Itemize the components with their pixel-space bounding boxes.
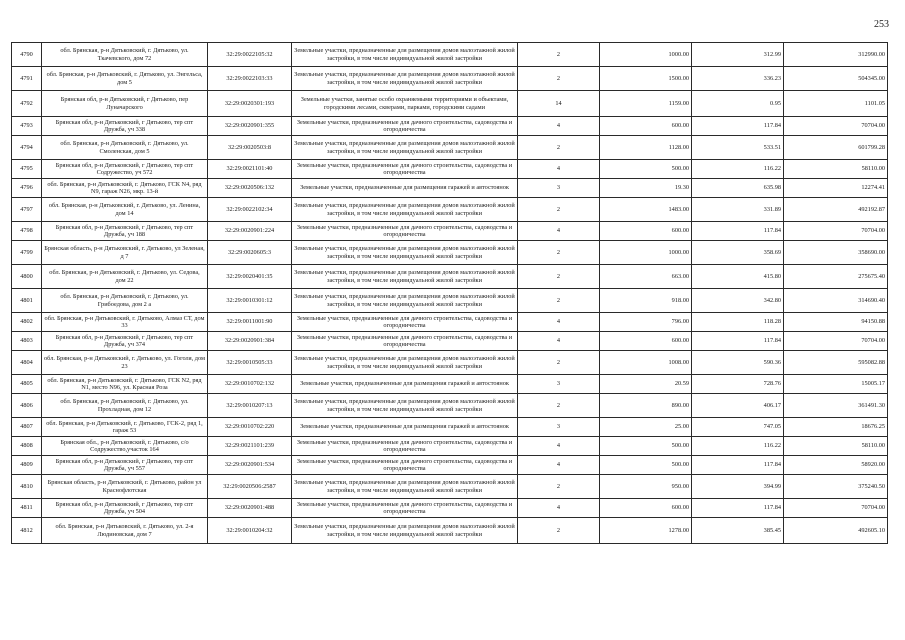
row-number: 4808 (12, 437, 42, 456)
cadastral-number-cell: 32:29:0010702:220 (208, 418, 292, 437)
cadastral-value-cell: 492605.10 (784, 518, 888, 544)
group-cell: 2 (518, 67, 600, 91)
table-body (12, 43, 888, 544)
area-cell: 1500.00 (600, 67, 692, 91)
cadastral-number-cell: 32:29:0020901:355 (208, 117, 292, 136)
land-use-category-cell: Земельные участки, предназначенные для дачного строительства, садоводства и огородничества (292, 332, 518, 351)
area-cell: 19.30 (600, 179, 692, 198)
specific-value-cell: 394.99 (692, 475, 784, 499)
cadastral-value-cell: 595082.88 (784, 351, 888, 375)
specific-value-cell: 117.84 (692, 117, 784, 136)
table-row (12, 332, 888, 351)
address-cell: обл. Брянская, р-н Дятьковский, г. Дятьково, ГСК-2, ряд 1, гараж 53 (42, 418, 208, 437)
group-cell: 4 (518, 222, 600, 241)
address-cell: Брянская обл, р-н Дятьковский, г Дятьково, тер спт Дружба, уч 188 (42, 222, 208, 241)
cadastral-number-cell: 32:29:0020901:224 (208, 222, 292, 241)
specific-value-cell: 728.76 (692, 375, 784, 394)
specific-value-cell: 336.23 (692, 67, 784, 91)
table-row (12, 222, 888, 241)
cadastral-value-cell: 70704.00 (784, 499, 888, 518)
area-cell: 25.00 (600, 418, 692, 437)
table-row (12, 67, 888, 91)
cadastral-value-cell: 275675.40 (784, 265, 888, 289)
group-cell: 2 (518, 136, 600, 160)
group-cell: 4 (518, 313, 600, 332)
table-row (12, 394, 888, 418)
specific-value-cell: 117.84 (692, 499, 784, 518)
address-cell: обл. Брянская, р-н Дятьковский, г. Дятьково, ул. 2-я Людиновская, дом 7 (42, 518, 208, 544)
table-row (12, 265, 888, 289)
area-cell: 1008.00 (600, 351, 692, 375)
row-number: 4806 (12, 394, 42, 418)
cadastral-number-cell: 32:29:0011001:90 (208, 313, 292, 332)
address-cell: обл. Брянская, р-н Дятьковский, г. Дятьково, Алмаз СТ, дом 33 (42, 313, 208, 332)
area-cell: 600.00 (600, 117, 692, 136)
cadastral-value-cell: 70704.00 (784, 332, 888, 351)
cadastral-number-cell: 32:29:0020301:193 (208, 91, 292, 117)
table-row (12, 289, 888, 313)
table-row (12, 437, 888, 456)
cadastral-value-cell: 504345.00 (784, 67, 888, 91)
cadastral-value-cell: 375240.50 (784, 475, 888, 499)
table-row (12, 160, 888, 179)
specific-value-cell: 406.17 (692, 394, 784, 418)
land-use-category-cell: Земельные участки, предназначенные для дачного строительства, садоводства и огородничества (292, 222, 518, 241)
land-use-category-cell: Земельные участки, предназначенные для размещения домов малоэтажной жилой застройки, в том числе индивидуальной жилой застройки (292, 43, 518, 67)
area-cell: 1278.00 (600, 518, 692, 544)
land-use-category-cell: Земельные участки, предназначенные для размещения домов малоэтажной жилой застройки, в том числе индивидуальной жилой застройки (292, 289, 518, 313)
page-number: 253 (874, 19, 889, 30)
cadastral-number-cell: 32:29:0020901:384 (208, 332, 292, 351)
land-use-category-cell: Земельные участки, предназначенные для размещения домов малоэтажной жилой застройки, в том числе индивидуальной жилой застройки (292, 265, 518, 289)
specific-value-cell: 116.22 (692, 437, 784, 456)
row-number: 4793 (12, 117, 42, 136)
land-use-category-cell: Земельные участки, предназначенные для размещения домов малоэтажной жилой застройки, в том числе индивидуальной жилой застройки (292, 394, 518, 418)
land-use-category-cell: Земельные участки, предназначенные для размещения домов малоэтажной жилой застройки, в том числе индивидуальной жилой застройки (292, 198, 518, 222)
cadastral-number-cell: 32:29:0020503:8 (208, 136, 292, 160)
address-cell: обл. Брянская, р-н Дятьковский, г. Дятьково, ул. Грибоедова, дом 2 а (42, 289, 208, 313)
area-cell: 20.59 (600, 375, 692, 394)
table-row (12, 475, 888, 499)
address-cell: обл. Брянская, р-н Дятьковский, г. Дятьково, ул. Ткачевского, дом 72 (42, 43, 208, 67)
cadastral-number-cell: 32:29:0020401:35 (208, 265, 292, 289)
row-number: 4811 (12, 499, 42, 518)
address-cell: Брянская обл, р-н Дятьковский, г Дятьково, тер спт Дружба, уч 374 (42, 332, 208, 351)
table-row (12, 43, 888, 67)
cadastral-number-cell: 32:29:0020506:2587 (208, 475, 292, 499)
address-cell: обл. Брянская, р-н Дятьковский, г. Дятьково, ГСК N2, ряд N1, место N96, ул. Красная Роза (42, 375, 208, 394)
group-cell: 2 (518, 241, 600, 265)
area-cell: 1159.00 (600, 91, 692, 117)
group-cell: 4 (518, 499, 600, 518)
area-cell: 796.00 (600, 313, 692, 332)
address-cell: Брянская обл, р-н Дятьковский, г Дятьково, тер спт Содружество, уч 572 (42, 160, 208, 179)
address-cell: обл. Брянская, р-н Дятьковский, г. Дятьково, ул. Ленина, дом 14 (42, 198, 208, 222)
cadastral-value-cell: 492192.87 (784, 198, 888, 222)
group-cell: 2 (518, 394, 600, 418)
address-cell: обл. Брянская, р-н Дятьковский, г. Дятьково, ул. Гоголя, дом 23 (42, 351, 208, 375)
group-cell: 2 (518, 351, 600, 375)
row-number: 4797 (12, 198, 42, 222)
table-row (12, 198, 888, 222)
address-cell: Брянская обл, р-н Дятьковский, г Дятьково, тер спт Дружба, уч 338 (42, 117, 208, 136)
specific-value-cell: 747.05 (692, 418, 784, 437)
specific-value-cell: 0.95 (692, 91, 784, 117)
cadastral-value-cell: 94150.88 (784, 313, 888, 332)
group-cell: 2 (518, 265, 600, 289)
specific-value-cell: 118.28 (692, 313, 784, 332)
group-cell: 14 (518, 91, 600, 117)
area-cell: 1000.00 (600, 241, 692, 265)
land-use-category-cell: Земельные участки, занятые особо охраняемыми территориями и объектами, городскими лесами, скверами, парками, городскими садами (292, 91, 518, 117)
land-use-category-cell: Земельные участки, предназначенные для размещения домов малоэтажной жилой застройки, в том числе индивидуальной жилой застройки (292, 351, 518, 375)
group-cell: 4 (518, 117, 600, 136)
address-cell: Брянская обл, р-н Дятьковский, г Дятьково, пер Луначарского (42, 91, 208, 117)
group-cell: 2 (518, 289, 600, 313)
cadastral-number-cell: 32:29:0010505:33 (208, 351, 292, 375)
area-cell: 500.00 (600, 437, 692, 456)
table-row (12, 456, 888, 475)
specific-value-cell: 312.99 (692, 43, 784, 67)
cadastral-value-cell: 12274.41 (784, 179, 888, 198)
specific-value-cell: 385.45 (692, 518, 784, 544)
specific-value-cell: 117.84 (692, 456, 784, 475)
area-cell: 918.00 (600, 289, 692, 313)
row-number: 4800 (12, 265, 42, 289)
land-use-category-cell: Земельные участки, предназначенные для размещения гаражей и автостоянок (292, 418, 518, 437)
group-cell: 4 (518, 456, 600, 475)
row-number: 4810 (12, 475, 42, 499)
table-row (12, 351, 888, 375)
land-use-category-cell: Земельные участки, предназначенные для размещения домов малоэтажной жилой застройки, в том числе индивидуальной жилой застройки (292, 241, 518, 265)
area-cell: 663.00 (600, 265, 692, 289)
cadastral-value-cell: 18676.25 (784, 418, 888, 437)
land-use-category-cell: Земельные участки, предназначенные для дачного строительства, садоводства и огородничества (292, 313, 518, 332)
land-use-category-cell: Земельные участки, предназначенные для размещения домов малоэтажной жилой застройки, в том числе индивидуальной жилой застройки (292, 475, 518, 499)
land-use-category-cell: Земельные участки, предназначенные для размещения домов малоэтажной жилой застройки, в том числе индивидуальной жилой застройки (292, 518, 518, 544)
table-row (12, 241, 888, 265)
address-cell: обл. Брянская, р-н Дятьковский, г. Дятьково, ул. Прохладная, дом 12 (42, 394, 208, 418)
cadastral-value-cell: 58110.00 (784, 437, 888, 456)
cadastral-value-cell: 601799.28 (784, 136, 888, 160)
cadastral-value-cell: 58110.00 (784, 160, 888, 179)
address-cell: обл. Брянская, р-н Дятьковский, г. Дятьково, ул. Энгельса, дом 5 (42, 67, 208, 91)
land-use-category-cell: Земельные участки, предназначенные для дачного строительства, садоводства и огородничества (292, 117, 518, 136)
area-cell: 1000.00 (600, 43, 692, 67)
group-cell: 3 (518, 375, 600, 394)
cadastral-number-cell: 32:29:0020901:488 (208, 499, 292, 518)
specific-value-cell: 117.84 (692, 332, 784, 351)
group-cell: 4 (518, 437, 600, 456)
land-use-category-cell: Земельные участки, предназначенные для дачного строительства, садоводства и огородничества (292, 437, 518, 456)
specific-value-cell: 358.69 (692, 241, 784, 265)
land-use-category-cell: Земельные участки, предназначенные для дачного строительства, садоводства и огородничества (292, 456, 518, 475)
row-number: 4812 (12, 518, 42, 544)
area-cell: 500.00 (600, 456, 692, 475)
specific-value-cell: 342.80 (692, 289, 784, 313)
row-number: 4796 (12, 179, 42, 198)
group-cell: 2 (518, 198, 600, 222)
cadastral-number-cell: 32:29:0021101:239 (208, 437, 292, 456)
address-cell: Брянская область, р-н Дятьковский, г. Дятьково, район ул Краснофлотская (42, 475, 208, 499)
cadastral-number-cell: 32:29:0021101:40 (208, 160, 292, 179)
land-use-category-cell: Земельные участки, предназначенные для размещения домов малоэтажной жилой застройки, в том числе индивидуальной жилой застройки (292, 136, 518, 160)
cadastral-value-cell: 70704.00 (784, 117, 888, 136)
table-row (12, 313, 888, 332)
row-number: 4801 (12, 289, 42, 313)
cadastral-number-cell: 32:29:0010204:32 (208, 518, 292, 544)
table-row (12, 136, 888, 160)
cadastral-value-cell: 58920.00 (784, 456, 888, 475)
group-cell: 4 (518, 332, 600, 351)
table-row (12, 418, 888, 437)
area-cell: 600.00 (600, 499, 692, 518)
specific-value-cell: 415.80 (692, 265, 784, 289)
area-cell: 1483.00 (600, 198, 692, 222)
cadastral-number-cell: 32:29:0020605:3 (208, 241, 292, 265)
specific-value-cell: 590.36 (692, 351, 784, 375)
row-number: 4790 (12, 43, 42, 67)
row-number: 4792 (12, 91, 42, 117)
cadastral-number-cell: 32:29:0010702:132 (208, 375, 292, 394)
group-cell: 3 (518, 179, 600, 198)
cadastral-number-cell: 32:29:0022102:34 (208, 198, 292, 222)
land-use-category-cell: Земельные участки, предназначенные для дачного строительства, садоводства и огородничества (292, 499, 518, 518)
table-row (12, 179, 888, 198)
row-number: 4802 (12, 313, 42, 332)
specific-value-cell: 117.84 (692, 222, 784, 241)
cadastral-value-cell: 358690.00 (784, 241, 888, 265)
row-number: 4804 (12, 351, 42, 375)
row-number: 4803 (12, 332, 42, 351)
specific-value-cell: 533.51 (692, 136, 784, 160)
area-cell: 1128.00 (600, 136, 692, 160)
cadastral-number-cell: 32:29:0010207:13 (208, 394, 292, 418)
address-cell: Брянская обл., р-н Дятьковский, г. Дятьково, с/о Содружество,участок 164 (42, 437, 208, 456)
cadastral-value-cell: 312990.00 (784, 43, 888, 67)
row-number: 4794 (12, 136, 42, 160)
area-cell: 890.00 (600, 394, 692, 418)
area-cell: 950.00 (600, 475, 692, 499)
address-cell: обл. Брянская, р-н Дятьковский, г. Дятьково, ул. Смоленская, дом 5 (42, 136, 208, 160)
address-cell: обл. Брянская, р-н Дятьковский, г. Дятьково, ул. Седова, дом 22 (42, 265, 208, 289)
cadastral-number-cell: 32:29:0022103:33 (208, 67, 292, 91)
address-cell: Брянская обл, р-н Дятьковский, г Дятьково, тер спт Дружба, уч 504 (42, 499, 208, 518)
table-row (12, 375, 888, 394)
address-cell: Брянская обл, р-н Дятьковский, г Дятьково, тер спт Дружба, уч 557 (42, 456, 208, 475)
land-use-category-cell: Земельные участки, предназначенные для дачного строительства, садоводства и огородничества (292, 160, 518, 179)
table-row (12, 117, 888, 136)
row-number: 4799 (12, 241, 42, 265)
row-number: 4805 (12, 375, 42, 394)
area-cell: 600.00 (600, 332, 692, 351)
row-number: 4807 (12, 418, 42, 437)
row-number: 4809 (12, 456, 42, 475)
land-use-category-cell: Земельные участки, предназначенные для размещения гаражей и автостоянок (292, 375, 518, 394)
cadastral-value-cell: 15005.17 (784, 375, 888, 394)
group-cell: 2 (518, 43, 600, 67)
group-cell: 4 (518, 160, 600, 179)
address-cell: обл. Брянская, р-н Дятьковский, г. Дятьково, ГСК N4, ряд N9, гараж N26, мкр. 13-й (42, 179, 208, 198)
table-row (12, 518, 888, 544)
address-cell: Брянская область, р-н Дятьковский, г. Дятьково, ул Зеленая, д 7 (42, 241, 208, 265)
cadastral-value-cell: 1101.05 (784, 91, 888, 117)
table-row (12, 499, 888, 518)
cadastral-number-cell: 32:29:0020506:132 (208, 179, 292, 198)
land-use-category-cell: Земельные участки, предназначенные для размещения домов малоэтажной жилой застройки, в том числе индивидуальной жилой застройки (292, 67, 518, 91)
group-cell: 3 (518, 418, 600, 437)
land-use-category-cell: Земельные участки, предназначенные для размещения гаражей и автостоянок (292, 179, 518, 198)
cadastral-number-cell: 32:29:0010301:12 (208, 289, 292, 313)
specific-value-cell: 331.89 (692, 198, 784, 222)
row-number: 4798 (12, 222, 42, 241)
cadastral-value-table (11, 42, 888, 544)
cadastral-number-cell: 32:29:0022105:32 (208, 43, 292, 67)
specific-value-cell: 635.98 (692, 179, 784, 198)
specific-value-cell: 116.22 (692, 160, 784, 179)
cadastral-number-cell: 32:29:0020901:534 (208, 456, 292, 475)
row-number: 4795 (12, 160, 42, 179)
row-number: 4791 (12, 67, 42, 91)
area-cell: 600.00 (600, 222, 692, 241)
cadastral-value-cell: 70704.00 (784, 222, 888, 241)
area-cell: 500.00 (600, 160, 692, 179)
table-row (12, 91, 888, 117)
cadastral-value-cell: 361491.30 (784, 394, 888, 418)
group-cell: 2 (518, 475, 600, 499)
cadastral-value-cell: 314690.40 (784, 289, 888, 313)
group-cell: 2 (518, 518, 600, 544)
